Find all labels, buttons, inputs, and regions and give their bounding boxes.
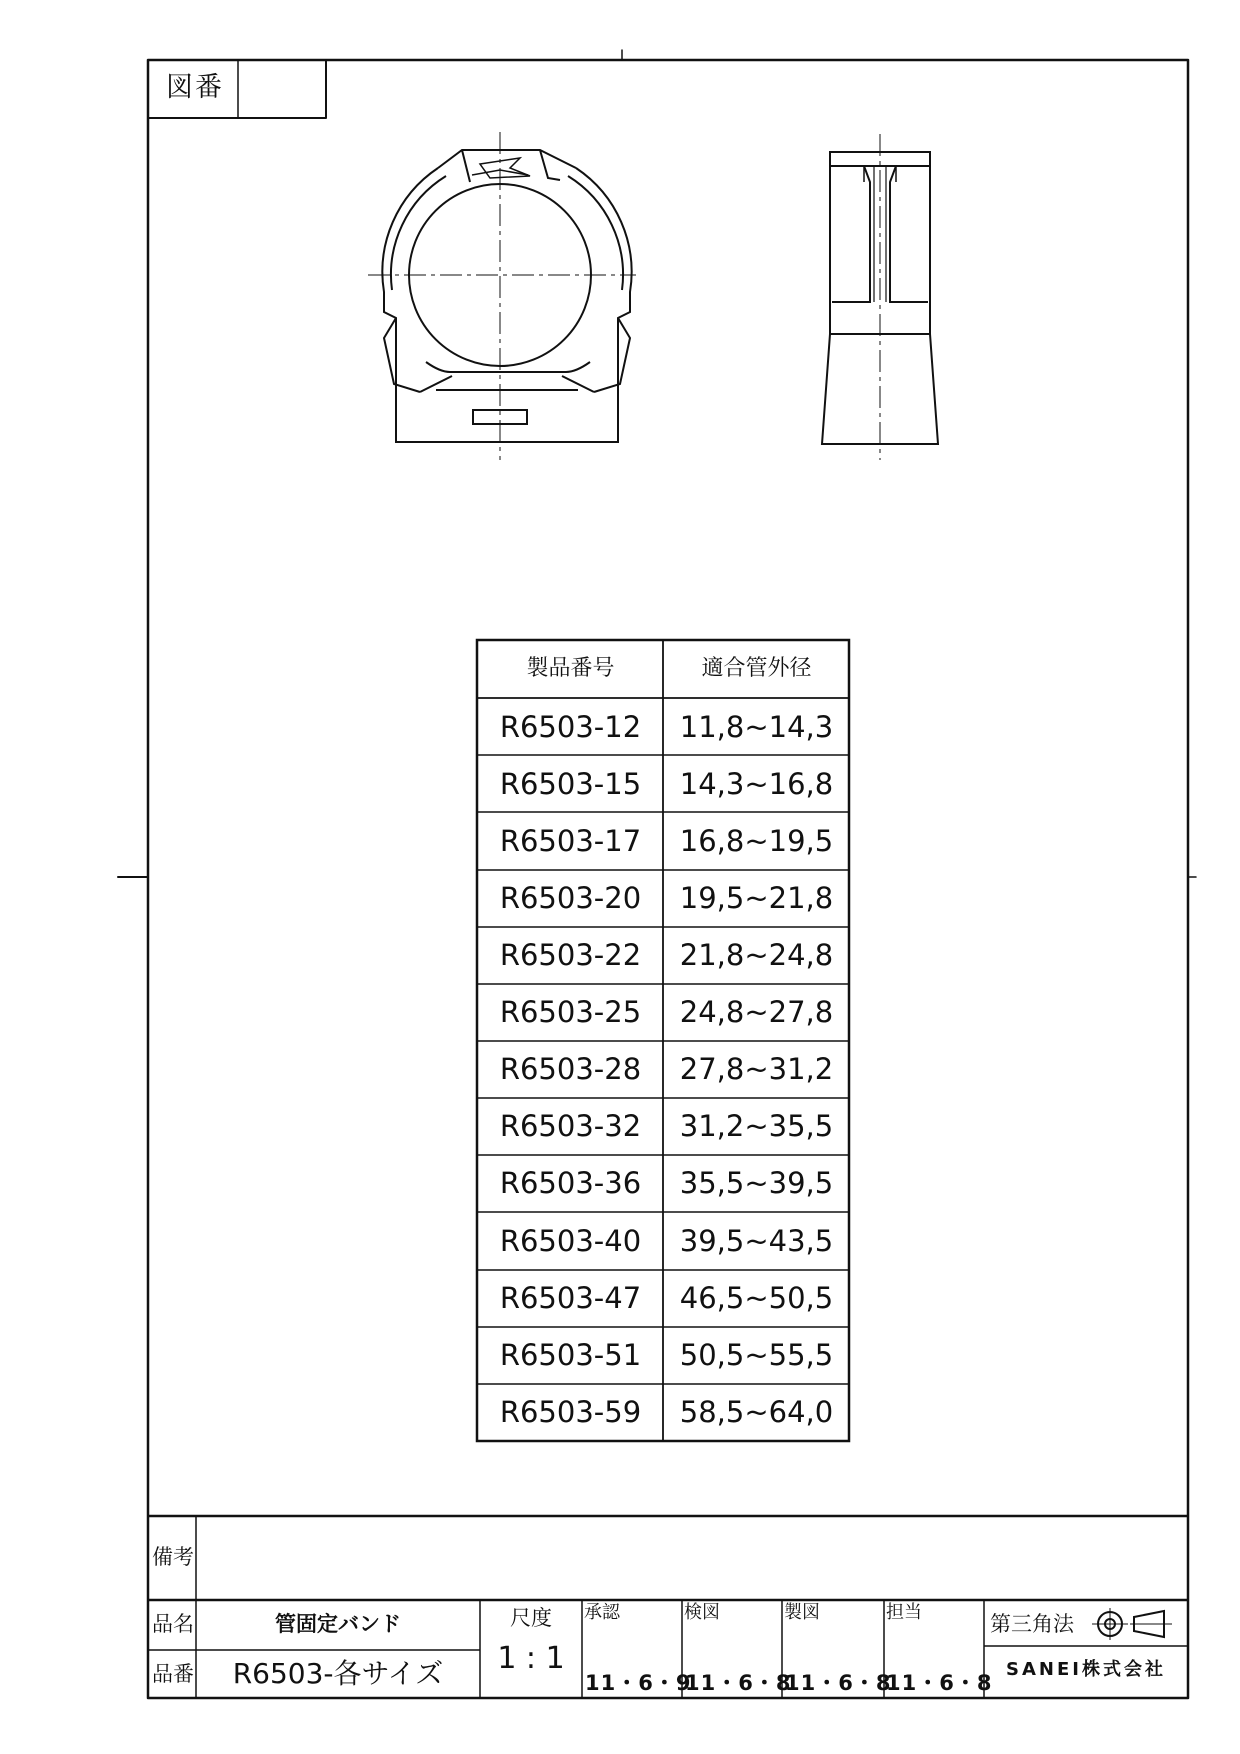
drawing-number-label: 図番: [166, 72, 224, 103]
table-cell-product: R6503-36: [499, 1166, 642, 1200]
table-cell-diameter: 39,5~43,5: [679, 1224, 834, 1258]
table-cell-diameter: 24,8~27,8: [679, 995, 834, 1029]
table-cell-product: R6503-47: [499, 1281, 642, 1315]
table-cell-product: R6503-28: [499, 1052, 642, 1086]
table-cell-product: R6503-20: [499, 881, 642, 915]
inspection-label: 検図: [684, 1602, 720, 1623]
table-cell-diameter: 21,8~24,8: [679, 938, 834, 972]
approval-date: 11・6・9: [585, 1671, 692, 1695]
remarks-label: 備考: [152, 1545, 194, 1569]
item-number-label: 品番: [152, 1662, 194, 1686]
table-cell-product: R6503-51: [499, 1338, 642, 1372]
table-cell-product: R6503-17: [499, 824, 642, 858]
table-cell-diameter: 46,5~50,5: [679, 1281, 834, 1315]
table-cell-product: R6503-15: [499, 767, 642, 801]
table-cell-diameter: 19,5~21,8: [679, 881, 834, 915]
table-cell-diameter: 16,8~19,5: [679, 824, 834, 858]
table-cell-diameter: 50,5~55,5: [679, 1338, 834, 1372]
front-view: [382, 150, 631, 442]
item-number: R6503-各サイズ: [232, 1657, 444, 1690]
approval-label: 承認: [584, 1602, 620, 1623]
table-cell-diameter: 27,8~31,2: [679, 1052, 834, 1086]
table-cell-diameter: 11,8~14,3: [679, 710, 834, 744]
table-cell-diameter: 58,5~64,0: [679, 1395, 834, 1429]
third-angle-projection-icon: [1092, 1608, 1172, 1640]
table-header-pipe-diameter: 適合管外径: [701, 656, 812, 681]
inspection-date: 11・6・8: [685, 1671, 792, 1695]
table-cell-product: R6503-22: [499, 938, 642, 972]
charge-date: 11・6・8: [886, 1671, 993, 1695]
table-cell-diameter: 14,3~16,8: [679, 767, 834, 801]
table-cell-product: R6503-59: [499, 1395, 642, 1429]
drafting-label: 製図: [784, 1602, 820, 1623]
scale-label: 尺度: [510, 1606, 552, 1630]
projection-label: 第三角法: [990, 1612, 1074, 1636]
table-cell-product: R6503-12: [499, 710, 642, 744]
item-name: 管固定バンド: [275, 1612, 401, 1636]
table-cell-product: R6503-32: [499, 1109, 642, 1143]
table-cell-product: R6503-25: [499, 995, 642, 1029]
drafting-date: 11・6・8: [785, 1671, 892, 1695]
company-name: SANEI株式会社: [1006, 1659, 1166, 1680]
table-cell-diameter: 31,2~35,5: [679, 1109, 834, 1143]
item-name-label: 品名: [152, 1612, 194, 1636]
size-table-grid: [477, 640, 849, 1441]
table-cell-product: R6503-40: [499, 1224, 642, 1258]
charge-label: 担当: [886, 1602, 922, 1623]
scale-value: 1 : 1: [497, 1641, 565, 1676]
table-cell-diameter: 35,5~39,5: [679, 1166, 834, 1200]
table-header-product-number: 製品番号: [526, 656, 615, 681]
